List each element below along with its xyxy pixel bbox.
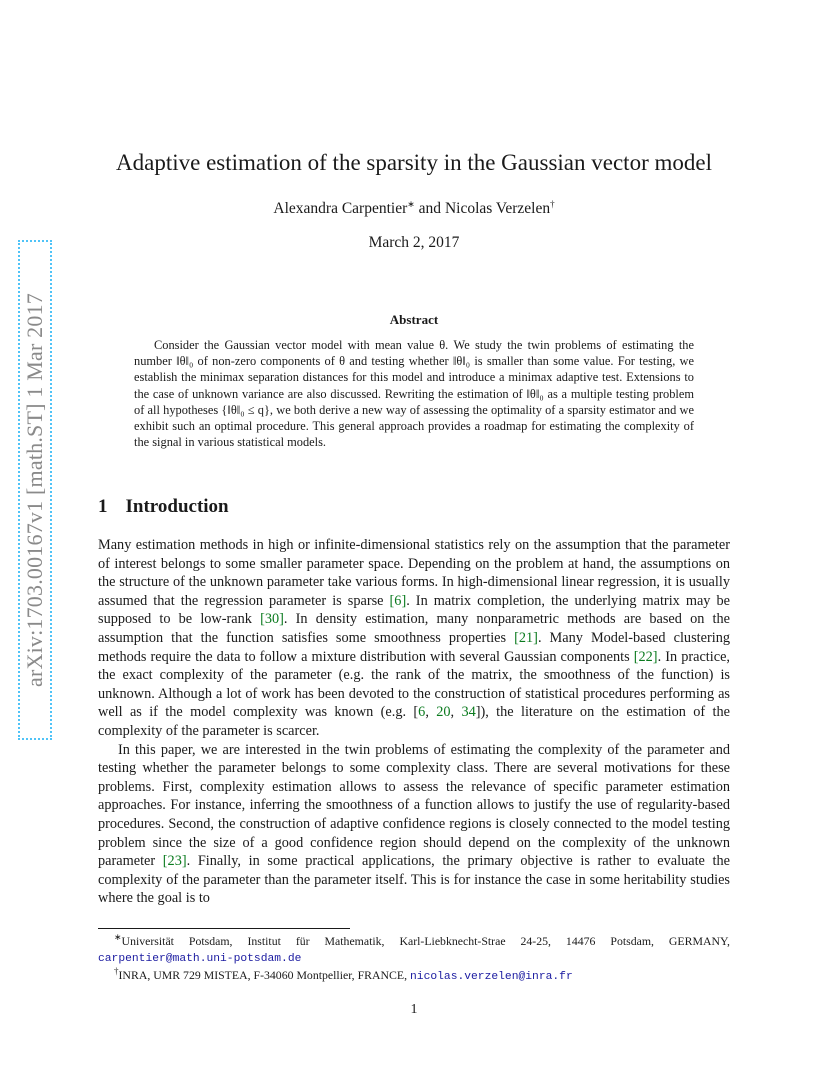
author-name: Alexandra Carpentier [273, 200, 408, 217]
footnote-mark: † [114, 966, 119, 977]
section-title: Introduction [125, 496, 229, 517]
citation-link[interactable]: [23] [162, 853, 187, 870]
footnote-mark[interactable]: † [550, 198, 555, 209]
citation-link[interactable]: [30] [260, 611, 284, 628]
email-link[interactable]: nicolas.verzelen@inra.fr [410, 971, 573, 983]
footnote: ∗Universität Potsdam, Institut für Mathematik, Karl-Liebknecht-Strae 24-25, 14476 Potsdam, GERMANY, carpentier@math.uni-potsdam.de [98, 932, 730, 965]
section-number: 1 [98, 496, 108, 517]
citation-link[interactable]: 6 [418, 704, 426, 721]
paper-title: Adaptive estimation of the sparsity in the Gaussian vector model [116, 150, 712, 175]
citation-link[interactable]: [21] [514, 629, 538, 646]
footnote-mark[interactable]: ∗ [407, 198, 415, 209]
citation-link[interactable]: [6] [389, 592, 407, 609]
paragraph: In this paper, we are interested in the twin problems of estimating the complexity of the parameter and testing whether the parameter belongs to some complexity class. There are several motivations for these problems. First, complexity estimation allows to assess the relevance of specific parameter estimation approaches. For instance, inferring the smoothness of a function allows to justify the use of regularity-based procedures. Second, the construction of adaptive confidence regions is closely connected to the model testing problem since the size of a good confidence region should depend on the complexity of the unknown parameter [23]. Finally, in some practical applications, the primary objective is rather to evaluate the complexity of the parameter than the parameter itself. This is for instance the case in some heritability studies where the goal is to [98, 741, 730, 907]
arxiv-identifier[interactable]: arXiv:1703.00167v1 [math.ST] 1 Mar 2017 [22, 293, 47, 687]
citation-link[interactable]: [22] [633, 648, 658, 665]
abstract-heading: Abstract [389, 312, 439, 327]
footnote-rule [98, 928, 350, 929]
email-link[interactable]: carpentier@math.uni-potsdam.de [98, 953, 302, 965]
abstract-text: Consider the Gaussian vector model with mean value θ. We study the twin problems of estimating the number ‖θ‖₀ of non-zero components of θ and testing whether ‖θ‖₀ is smaller than some value. For testing, we establish the minimax separation distances for this model and introduce a minimax adaptive test. Extensions to the case of unknown variance are also discussed. Rewriting the estimation of ‖θ‖₀ as a multiple testing problem of all hypotheses {‖θ‖₀ ≤ q}, we both derive a new way of assessing the optimality of a sparsity estimator and we exhibit such an optimal procedure. This general approach provides a roadmap for estimating the complexity of the signal in various statistical models. [134, 338, 694, 450]
body-text [98, 536, 730, 908]
page-number: 1 [410, 1002, 418, 1017]
section-heading [98, 496, 229, 518]
citation-link[interactable]: 20 [436, 704, 451, 721]
paragraph: Many estimation methods in high or infinite-dimensional statistics rely on the assumption that the parameter of interest belongs to some smaller parameter space. Depending on the problem at hand, the assumptions on the structure of the unknown parameter take various forms. In high-dimensional linear regression, it is usually assumed that the regression parameter is sparse [6]. In matrix completion, the underlying matrix may be supposed to be low-rank [30]. In density estimation, many nonparametric methods are based on the assumption that the function satisfies some smoothness properties [21]. Many Model-based clustering methods require the data to follow a mixture distribution with several Gaussian components [22]. In practice, the exact complexity of the parameter (e.g. the rank of the matrix, the smoothness of the function) is unknown. Although a lot of work has been devoted to the construction of statistical procedures performing as well as if the model complexity was known (e.g. [6, 20, 34]), the literature on the estimation of the complexity of the parameter is scarcer. [98, 537, 730, 739]
footnotes [98, 933, 730, 985]
author-line [0, 200, 828, 218]
footnote: †INRA, UMR 729 MISTEA, F-34060 Montpellier, FRANCE, nicolas.verzelen@inra.fr [114, 966, 573, 983]
footnote-mark: ∗ [114, 932, 122, 943]
citation-link[interactable]: 34 [461, 704, 476, 721]
paper-date: March 2, 2017 [368, 234, 460, 251]
author-conjunction: and [414, 200, 445, 217]
author-name: Nicolas Verzelen [444, 200, 551, 217]
